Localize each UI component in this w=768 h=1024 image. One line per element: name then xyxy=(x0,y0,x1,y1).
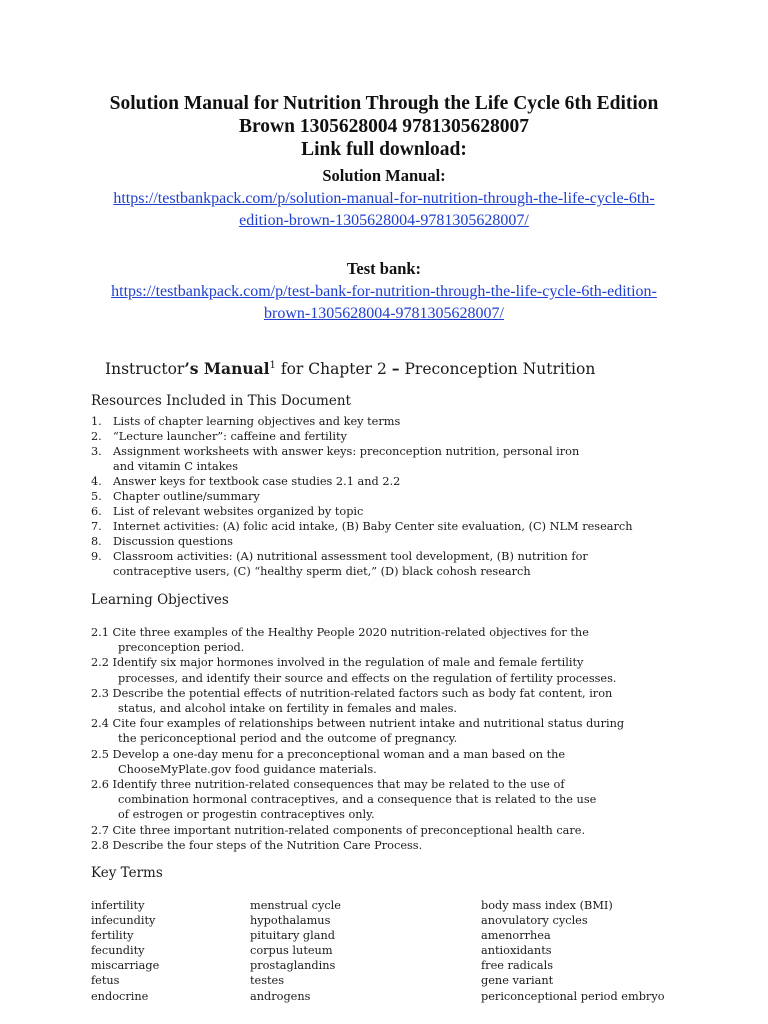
objective-text-continued: processes, and identify their source and effects on the regulation of fertility processes. xyxy=(118,671,617,685)
list-item-text: Lists of chapter learning objectives and key terms xyxy=(113,415,401,428)
solution-link-line-2: edition-brown-1305628004-9781305628007/ xyxy=(239,212,529,229)
list-item-number: 5. xyxy=(91,490,102,503)
key-term: infertility xyxy=(91,899,145,912)
link-full-download-label: Link full download: xyxy=(301,139,467,160)
key-term: corpus luteum xyxy=(250,944,333,958)
list-item xyxy=(91,489,731,504)
chapter-heading-dash: – xyxy=(391,359,400,378)
list-item xyxy=(91,534,731,549)
footnote-marker: 1 xyxy=(269,359,276,371)
list-item-text: Chapter outline/summary xyxy=(113,490,260,503)
key-term: fetus xyxy=(91,974,120,988)
key-terms-heading: Key Terms xyxy=(91,865,163,881)
list-item-number: 2. xyxy=(91,430,102,443)
list-item-number: 1. xyxy=(91,415,102,428)
list-item-number: 7. xyxy=(91,520,102,533)
objective-text: 2.6 Identify three nutrition-related consequences that may be related to the use of xyxy=(91,778,565,792)
key-term: miscarriage xyxy=(91,959,160,973)
chapter-heading-topic: Preconception Nutrition xyxy=(399,360,596,378)
list-item-text: Discussion questions xyxy=(113,535,233,548)
solution-link-line-1: https://testbankpack.com/p/solution-manual-for-nutrition-through-the-life-cycle-6th- xyxy=(113,190,655,207)
key-term: pituitary gland xyxy=(250,929,336,943)
testbank-link-line-2: brown-1305628004-9781305628007/ xyxy=(264,305,504,322)
key-term: endocrine xyxy=(91,989,149,1003)
list-item-number: 9. xyxy=(91,550,102,563)
resources-heading: Resources Included in This Document xyxy=(91,393,351,409)
chapter-heading-suffix: for Chapter 2 xyxy=(275,360,392,378)
objective-text: 2.8 Describe the four steps of the Nutrition Care Process. xyxy=(91,838,423,852)
objective-item xyxy=(91,838,731,853)
key-term: prostaglandins xyxy=(250,959,336,973)
objective-item xyxy=(91,823,731,838)
objective-text: 2.4 Cite four examples of relationships between nutrient intake and nutritional status during xyxy=(91,717,625,731)
objective-item xyxy=(91,686,731,716)
chapter-heading-prefix: Instructor xyxy=(105,360,185,378)
objective-text: 2.3 Describe the potential effects of nutrition-related factors such as body fat content, iron xyxy=(91,686,613,700)
list-item xyxy=(91,474,731,489)
objective-text-continued: the periconceptional period and the outcome of pregnancy. xyxy=(118,732,458,746)
list-item xyxy=(91,519,731,534)
key-terms-column-2 xyxy=(250,898,341,1004)
list-item-number: 4. xyxy=(91,475,102,488)
document-title-line-2: Brown 1305628004 9781305628007 xyxy=(239,116,529,137)
document-title-line-1: Solution Manual for Nutrition Through the Life Cycle 6th Edition xyxy=(109,93,659,114)
objective-item xyxy=(91,625,731,655)
list-item-text: Internet activities: (A) folic acid intake, (B) Baby Center site evaluation, (C) NLM research xyxy=(113,520,633,533)
objective-text: 2.1 Cite three examples of the Healthy People 2020 nutrition-related objectives for the xyxy=(91,626,589,639)
learning-objectives-list xyxy=(91,625,731,853)
testbank-link-line-1: https://testbankpack.com/p/test-bank-for-nutrition-through-the-life-cycle-6th-edition- xyxy=(111,283,657,300)
objective-item xyxy=(91,747,731,777)
chapter-heading xyxy=(105,359,595,378)
list-item-text-continued: contraceptive users, (C) “healthy sperm diet,” (D) black cohosh research xyxy=(113,565,531,578)
key-term: androgens xyxy=(250,989,311,1003)
list-item-number: 3. xyxy=(91,445,102,458)
list-item-text: Classroom activities: (A) nutritional assessment tool development, (B) nutrition for xyxy=(113,550,588,563)
key-term: free radicals xyxy=(481,959,553,973)
list-item-text-continued: and vitamin C intakes xyxy=(113,460,239,473)
objective-text: 2.5 Develop a one-day menu for a preconceptional woman and a man based on the xyxy=(91,747,566,761)
key-term: gene variant xyxy=(481,974,554,988)
key-term: menstrual cycle xyxy=(250,899,341,912)
solution-manual-link[interactable] xyxy=(0,188,768,232)
list-item-text: “Lecture launcher”: caffeine and fertility xyxy=(113,430,347,443)
resources-list xyxy=(91,414,731,579)
list-item xyxy=(91,504,731,519)
objective-item xyxy=(91,655,731,685)
list-item-number: 6. xyxy=(91,505,102,518)
key-terms-column-3 xyxy=(481,898,665,1004)
objective-text-continued: status, and alcohol intake on fertility in females and males. xyxy=(118,702,458,716)
key-terms-column-1 xyxy=(91,898,159,1004)
list-item xyxy=(91,444,731,474)
list-item xyxy=(91,429,731,444)
list-item-number: 8. xyxy=(91,535,102,548)
list-item xyxy=(91,414,731,429)
list-item-text: Answer keys for textbook case studies 2.1 and 2.2 xyxy=(113,475,401,488)
objective-item xyxy=(91,777,731,823)
title-block xyxy=(0,92,768,325)
key-term: fertility xyxy=(91,929,134,943)
solution-manual-label: Solution Manual: xyxy=(322,166,446,185)
objective-text-continued: ChooseMyPlate.gov food guidance materials. xyxy=(118,762,377,776)
key-term: body mass index (BMI) xyxy=(481,899,613,912)
test-bank-link[interactable] xyxy=(0,281,768,325)
key-term: anovulatory cycles xyxy=(481,914,588,928)
objective-text: 2.7 Cite three important nutrition-related components of preconceptional health care. xyxy=(91,823,586,837)
list-item-text: Assignment worksheets with answer keys: preconception nutrition, personal iron xyxy=(113,445,580,458)
objective-item xyxy=(91,716,731,746)
key-term: hypothalamus xyxy=(250,914,331,928)
list-item xyxy=(91,549,731,579)
objective-text-continued: combination hormonal contraceptives, and a consequence that is related to the use xyxy=(118,793,597,807)
key-term: fecundity xyxy=(91,944,145,958)
key-term: periconceptional period embryo xyxy=(481,989,665,1003)
key-term: antioxidants xyxy=(481,944,552,958)
objective-text-continued: of estrogen or progestin contraceptives only. xyxy=(118,808,375,822)
objective-text-continued: preconception period. xyxy=(118,641,245,655)
key-term: testes xyxy=(250,974,285,988)
key-term: infecundity xyxy=(91,914,156,928)
chapter-heading-bold: ’s Manual xyxy=(184,359,270,378)
learning-objectives-heading: Learning Objectives xyxy=(91,592,229,608)
test-bank-label: Test bank: xyxy=(346,259,422,278)
list-item-text: List of relevant websites organized by topic xyxy=(113,505,364,518)
key-term: amenorrhea xyxy=(481,929,551,943)
objective-text: 2.2 Identify six major hormones involved in the regulation of male and female fertility xyxy=(91,656,584,670)
